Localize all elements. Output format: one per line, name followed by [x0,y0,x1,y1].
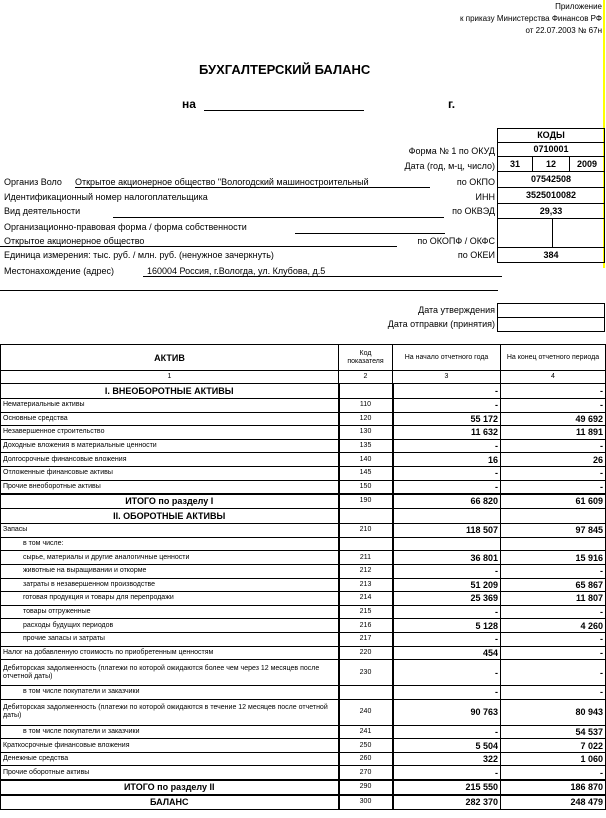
unit-label: Единица измерения: тыс. руб. / млн. руб. (ненужное зачеркнуть) [4,250,274,260]
table-row [1,592,606,606]
row-end-value: - [501,399,606,413]
header-code: Код показателя [339,345,393,371]
section-row [1,384,606,399]
row-code: 241 [339,725,393,739]
inn-value: 3525010082 [497,187,605,204]
table-row [1,480,606,494]
table-row [1,699,606,725]
row-start-value: - [393,686,501,700]
legal-form-field[interactable]: Открытое акционерное общество [0,236,397,247]
row-start-value: 11 632 [393,426,501,440]
row-code: 140 [339,453,393,467]
table-row [1,725,606,739]
row-code: 110 [339,399,393,413]
codes-title: КОДЫ [497,128,605,143]
table-row [1,739,606,753]
total-row [1,795,606,810]
row-label: I. ВНЕОБОРОТНЫЕ АКТИВЫ [1,384,339,399]
address-field[interactable]: 160004 Россия, г.Вологда, ул. Клубова, д.5 [143,266,502,277]
col-number: 4 [501,371,606,384]
row-label: ИТОГО по разделу II [1,780,339,795]
row-label: прочие запасы и затраты [1,632,339,646]
row-start-value: - [393,766,501,780]
address-line-2[interactable] [0,290,498,291]
row-end-value: 15 916 [501,551,606,565]
row-end-value: - [501,439,606,453]
row-end-value: 97 845 [501,524,606,538]
table-row [1,564,606,578]
row-start-value: - [393,480,501,494]
row-start-value [393,509,501,524]
row-start-value: 25 369 [393,592,501,606]
okved-value: 29,33 [497,203,605,219]
row-code: 290 [339,780,393,795]
row-end-value [501,509,606,524]
balance-table [0,344,606,810]
row-label: Дебиторская задолженность (платежи по которой ожидаются более чем через 12 месяцев после отчетной даты) [1,660,339,686]
okved-label: по ОКВЭД [452,206,495,216]
row-start-value: - [393,725,501,739]
row-end-value: 80 943 [501,699,606,725]
row-start-value: 5 128 [393,619,501,633]
date-label: Дата (год, м-ц, число) [404,161,495,171]
row-label: в том числе покупатели и заказчики [1,725,339,739]
row-start-value: - [393,399,501,413]
row-code: 120 [339,412,393,426]
row-code: 300 [339,795,393,810]
okfs-value [552,218,605,248]
row-start-value: 16 [393,453,501,467]
table-row [1,453,606,467]
row-code: 210 [339,524,393,538]
row-code [339,537,393,551]
row-label: Незавершенное строительство [1,426,339,440]
table-row [1,619,606,633]
sent-field[interactable] [497,317,605,332]
row-end-value: - [501,466,606,480]
row-start-value: 215 550 [393,780,501,795]
row-code [339,384,393,399]
row-code [339,509,393,524]
row-label: Краткосрочные финансовые вложения [1,739,339,753]
row-label: сырье, материалы и другие аналогичные ценности [1,551,339,565]
row-start-value: - [393,384,501,399]
date-field-line[interactable] [204,110,364,111]
row-end-value: 26 [501,453,606,467]
row-label: ИТОГО по разделу I [1,494,339,509]
row-label: Долгосрочные финансовые вложения [1,453,339,467]
row-end-value: - [501,632,606,646]
row-end-value: - [501,384,606,399]
row-start-value: - [393,439,501,453]
inn-text-label: Идентификационный номер налогоплательщика [4,192,208,202]
row-start-value: 282 370 [393,795,501,810]
row-label: Основные средства [1,412,339,426]
row-end-value: - [501,686,606,700]
row-start-value: 90 763 [393,699,501,725]
row-code: 216 [339,619,393,633]
row-code: 270 [339,766,393,780]
row-end-value: 4 260 [501,619,606,633]
table-row [1,766,606,780]
legal-form-line[interactable] [295,233,445,234]
row-start-value: - [393,660,501,686]
row-label: затраты в незавершенном производстве [1,578,339,592]
header-asset: АКТИВ [1,345,339,371]
okopf-label: по ОКОПФ / ОКФС [417,236,495,246]
row-label: БАЛАНС [1,795,339,810]
row-end-value: 11 891 [501,426,606,440]
row-label: Прочие внеоборотные активы [1,480,339,494]
row-end-value: - [501,766,606,780]
row-label: товары отгруженные [1,605,339,619]
row-end-value: - [501,564,606,578]
row-end-value: - [501,646,606,660]
row-end-value: - [501,480,606,494]
page-title: БУХГАЛТЕРСКИЙ БАЛАНС [199,62,371,77]
row-end-value: - [501,660,606,686]
okpo-label: по ОКПО [456,177,495,187]
row-label: II. ОБОРОТНЫЕ АКТИВЫ [1,509,339,524]
row-end-value: 54 537 [501,725,606,739]
row-code [339,686,393,700]
activity-label: Вид деятельности [4,206,81,216]
table-row [1,578,606,592]
table-row [1,412,606,426]
table-row [1,551,606,565]
table-row [1,752,606,766]
row-code: 214 [339,592,393,606]
row-code: 135 [339,439,393,453]
date-year: 2009 [569,156,605,172]
row-label: животные на выращивании и откорме [1,564,339,578]
row-start-value: 36 801 [393,551,501,565]
row-code: 130 [339,426,393,440]
row-code: 240 [339,699,393,725]
row-code: 145 [339,466,393,480]
table-row [1,426,606,440]
row-label: в том числе: [1,537,339,551]
row-end-value: 7 022 [501,739,606,753]
row-code: 230 [339,660,393,686]
total-row [1,780,606,795]
row-label: Налог на добавленную стоимость по приобретенным ценностям [1,646,339,660]
okpo-value: 07542508 [497,171,605,188]
total-row [1,494,606,509]
col-number: 2 [339,371,393,384]
row-start-value: 55 172 [393,412,501,426]
row-label: Отложенные финансовые активы [1,466,339,480]
row-end-value: 186 870 [501,780,606,795]
activity-field[interactable] [113,217,444,218]
table-row [1,466,606,480]
row-end-value: 248 479 [501,795,606,810]
row-end-value: 1 060 [501,752,606,766]
row-code: 213 [339,578,393,592]
okopf-value [497,218,553,248]
row-code: 260 [339,752,393,766]
row-code: 211 [339,551,393,565]
col-number: 3 [393,371,501,384]
column-number-row [1,371,606,384]
appendix-label: Приложение [555,2,602,11]
address-label: Местонахождение (адрес) [4,266,114,276]
row-start-value: 5 504 [393,739,501,753]
org-name-field[interactable]: Открытое акционерное общество "Вологодский машиностроительный [75,177,430,188]
on-label: на [182,97,196,111]
row-start-value: - [393,632,501,646]
row-code: 212 [339,564,393,578]
row-start-value: 322 [393,752,501,766]
row-start-value: 66 820 [393,494,501,509]
row-code: 220 [339,646,393,660]
row-label: в том числе покупатели и заказчики [1,686,339,700]
row-label: Доходные вложения в материальные ценности [1,439,339,453]
header-end: На конец отчетного периода [501,345,606,371]
okud-label: Форма № 1 по ОКУД [408,146,495,156]
date-month: 12 [532,156,570,172]
legal-form-label: Организационно-правовая форма / форма собственности [4,222,247,232]
table-row [1,686,606,700]
row-code: 190 [339,494,393,509]
row-label: Дебиторская задолженность (платежи по которой ожидаются в течение 12 месяцев после отчетной даты) [1,699,339,725]
okud-value: 0710001 [497,142,605,157]
row-code: 217 [339,632,393,646]
section-row [1,509,606,524]
table-header-row [1,345,606,371]
row-end-value: 11 807 [501,592,606,606]
row-label: Денежные средства [1,752,339,766]
table-row [1,660,606,686]
row-start-value: - [393,605,501,619]
table-row [1,646,606,660]
table-row [1,605,606,619]
row-start-value: - [393,466,501,480]
table-row [1,439,606,453]
okei-value: 384 [497,247,605,263]
table-row [1,537,606,551]
year-suffix: г. [448,97,456,111]
row-code: 215 [339,605,393,619]
approval-field[interactable] [497,303,605,318]
table-row [1,524,606,538]
row-end-value: 65 867 [501,578,606,592]
order-date-label: от 22.07.2003 № 67н [525,26,602,35]
org-label: Организ Воло [4,177,62,187]
date-day: 31 [497,156,533,172]
table-row [1,632,606,646]
row-start-value: 51 209 [393,578,501,592]
row-label: Прочие оборотные активы [1,766,339,780]
row-start-value: 454 [393,646,501,660]
row-label: готовая продукция и товары для перепродажи [1,592,339,606]
row-end-value: - [501,605,606,619]
table-row [1,399,606,413]
sent-label: Дата отправки (принятия) [387,319,495,329]
row-start-value: - [393,564,501,578]
col-number: 1 [1,371,339,384]
order-label: к приказу Министерства Финансов РФ [460,14,602,23]
approval-label: Дата утверждения [418,305,495,315]
row-label: Запасы [1,524,339,538]
row-code: 250 [339,739,393,753]
header-start: На начало отчетного года [393,345,501,371]
row-code: 150 [339,480,393,494]
row-end-value: 49 692 [501,412,606,426]
inn-label: ИНН [475,192,495,202]
okei-label: по ОКЕИ [457,250,495,260]
row-start-value: 118 507 [393,524,501,538]
row-end-value [501,537,606,551]
row-label: расходы будущих периодов [1,619,339,633]
row-label: Нематериальные активы [1,399,339,413]
row-start-value [393,537,501,551]
row-end-value: 61 609 [501,494,606,509]
